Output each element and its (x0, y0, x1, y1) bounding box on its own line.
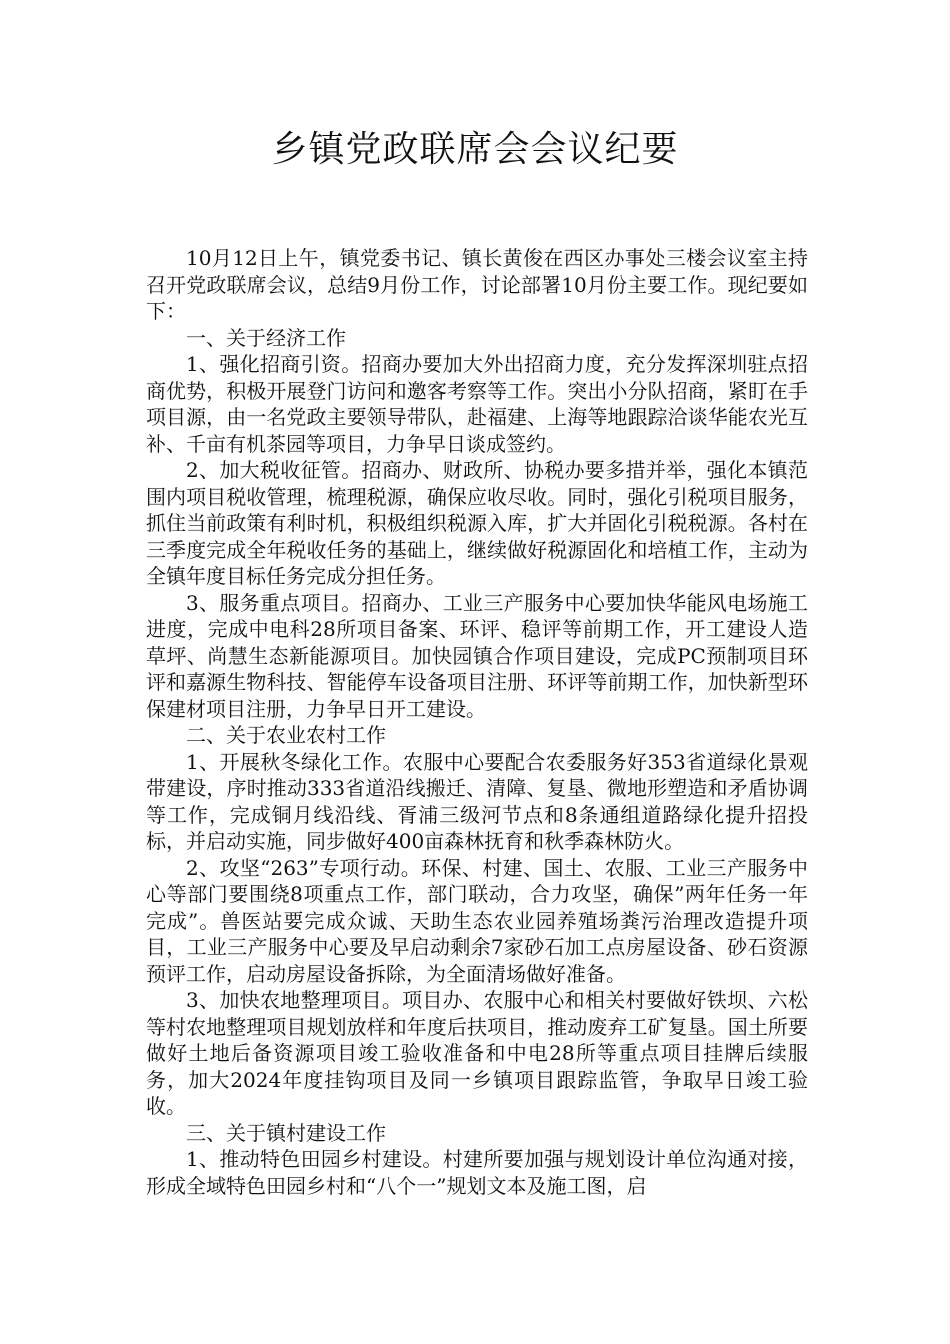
paragraph-investment: 1、强化招商引资。招商办要加大外出招商力度，充分发挥深圳驻点招商优势，积极开展登门访问和邀客考察等工作。突出小分队招商，紧盯在手项目源，由一名党政主要领导带队，赴福建、上海等地跟踪洽谈华能农光互补、千亩有机茶园等项目，力争早日谈成签约。 (146, 352, 808, 456)
document-body (146, 245, 808, 1199)
intro-paragraph: 10月12日上午，镇党委书记、镇长黄俊在西区办事处三楼会议室主持召开党政联席会议，总结9月份工作，讨论部署10月份主要工作。现纪要如下： (146, 246, 808, 323)
section-heading-economy: 一、关于经济工作 (186, 325, 346, 350)
paragraph-key-projects: 3、服务重点项目。招商办、工业三产服务中心要加快华能风电场施工进度，完成中电科28所项目备案、环评、稳评等前期工作，开工建设人造草坪、尚慧生态新能源项目。加快园镇合作项目建设，完成PC预制项目环评和嘉源生物科技、智能停车设备项目注册、环评等前期工作，加快新型环保建材项目注册，力争早日开工建设。 (146, 590, 808, 721)
document-title: 乡镇党政联席会会议纪要 (271, 129, 679, 170)
paragraph-rural-villages: 1、推动特色田园乡村建设。村建所要加强与规划设计单位沟通对接，形成全域特色田园乡村和“八个一”规划文本及施工图，启 (146, 1147, 808, 1198)
paragraph-land-consolidation: 3、加快农地整理项目。项目办、农服中心和相关村要做好铁坝、六松等村农地整理项目规划放样和年度后扶项目，推动废弃工矿复垦。国土所要做好土地后备资源项目竣工验收准备和中电28所等重点项目挂牌后续服务，加大2024年度挂钩项目及同一乡镇项目跟踪监管，争取早日竣工验收。 (146, 988, 808, 1118)
section-heading-agriculture: 二、关于农业农村工作 (186, 723, 386, 747)
section-heading-construction: 三、关于镇村建设工作 (186, 1120, 386, 1145)
paragraph-263-action: 2、攻坚“263”专项行动。环保、村建、国土、农服、工业三产服务中心等部门要围绕8项重点工作，部门联动，合力攻坚，确保”两年任务一年完成”。兽医站要完成众诚、天助生态农业园养殖场粪污治理改造提升项目，工业三产服务中心要及早启动剩余7家砂石加工点房屋设备、砂石资源预评工作，启动房屋设备拆除，为全面清场做好准备。 (146, 855, 808, 986)
paragraph-tax: 2、加大税收征管。招商办、财政所、协税办要多措并举，强化本镇范围内项目税收管理，梳理税源，确保应收尽收。同时，强化引税项目服务，抓住当前政策有利时机，积极组织税源入库，扩大并固化引税税源。各村在三季度完成全年税收任务的基础上，继续做好税源固化和培植工作，主动为全镇年度目标任务完成分担任务。 (146, 458, 808, 588)
paragraph-greening: 1、开展秋冬绿化工作。农服中心要配合农委服务好353省道绿化景观带建设，序时推动333省道沿线搬迁、清障、复垦、微地形塑造和矛盾协调等工作，完成铜月线沿线、胥浦三级河节点和8条通组道路绿化提升招投标，并启动实施，同步做好400亩森林抚育和秋季森林防火。 (146, 749, 808, 853)
